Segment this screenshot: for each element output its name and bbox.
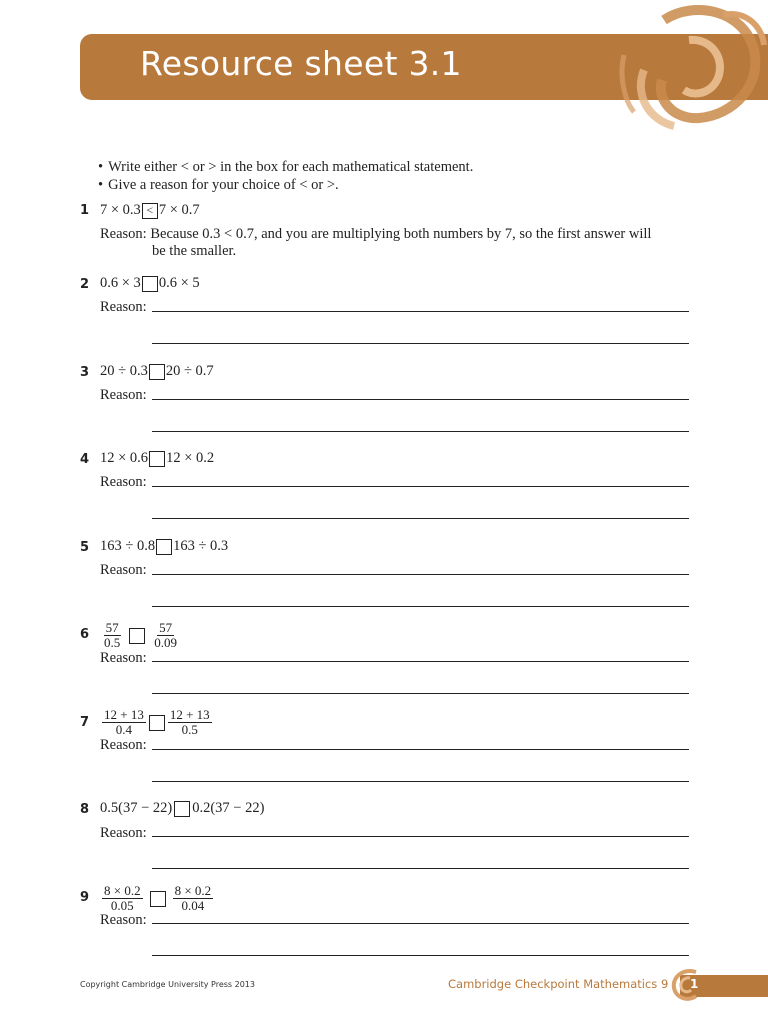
left-expression: 163 ÷ 0.8: [100, 538, 156, 554]
left-fraction: $\frac{8 \times 0.2}{0.05}$: [104, 883, 141, 913]
right-expression: 0.2(37 − 22): [192, 800, 265, 816]
question-statement: [100, 363, 214, 380]
right-expression: 7 × 0.7: [158, 202, 200, 218]
question-number: 8: [80, 802, 90, 817]
question-statement: [100, 450, 214, 467]
answer-line[interactable]: [152, 955, 689, 956]
answer-line[interactable]: [152, 781, 689, 782]
left-expression: 20 ÷ 0.3: [100, 363, 148, 379]
question-number: 7: [80, 715, 90, 730]
question-statement: [100, 622, 181, 649]
left-fraction: $\frac{57}{0.5}$: [104, 620, 121, 650]
right-expression: 163 ÷ 0.3: [173, 538, 229, 554]
right-fraction: $\frac{57}{0.09}$: [154, 620, 177, 650]
example-reason: [100, 226, 690, 260]
answer-line[interactable]: [152, 749, 689, 750]
answer-line[interactable]: [152, 431, 689, 432]
question-statement: [100, 800, 264, 817]
reason-label: Reason:: [100, 387, 147, 403]
answer-box: <: [142, 203, 158, 219]
swirl-logo-icon: [604, 0, 768, 132]
example-statement: [100, 202, 200, 219]
reason-label: Reason:: [100, 299, 147, 315]
question-statement: [100, 709, 214, 736]
answer-line[interactable]: [152, 661, 689, 662]
answer-line[interactable]: [152, 923, 689, 924]
reason-label: Reason:: [100, 650, 147, 666]
question-statement: [100, 275, 200, 292]
page-number: 1: [690, 977, 699, 991]
answer-line[interactable]: [152, 311, 689, 312]
answer-line[interactable]: [152, 868, 689, 869]
answer-line[interactable]: [152, 486, 689, 487]
reason-text-line: Reason: Because 0.3 < 0.7, and you are multiplying both numbers by 7, so the first answer will: [100, 226, 652, 242]
question-number: 1: [80, 203, 90, 218]
page-title: Resource sheet 3.1: [140, 44, 462, 83]
copyright-text: Copyright Cambridge University Press 2013: [80, 980, 255, 989]
left-expression: 0.5(37 − 22): [100, 800, 173, 816]
question-number: 4: [80, 452, 90, 467]
answer-line[interactable]: [152, 606, 689, 607]
instruction-item: • Give a reason for your choice of < or >.: [98, 176, 473, 194]
right-expression: 12 × 0.2: [166, 450, 215, 466]
answer-box[interactable]: [142, 276, 158, 292]
answer-line[interactable]: [152, 399, 689, 400]
question-statement: [100, 885, 215, 912]
left-expression: 12 × 0.6: [100, 450, 149, 466]
question-number: 3: [80, 365, 90, 380]
question-number: 5: [80, 540, 90, 555]
answer-box[interactable]: [156, 539, 172, 555]
reason-label: Reason:: [100, 912, 147, 928]
reason-label: Reason:: [100, 474, 147, 490]
left-fraction: $\frac{12 + 13}{0.4}$: [104, 707, 144, 737]
answer-line[interactable]: [152, 343, 689, 344]
right-fraction: $\frac{8 \times 0.2}{0.04}$: [174, 883, 212, 913]
reason-label: Reason:: [100, 562, 147, 578]
question-number: 6: [80, 627, 90, 642]
answer-box[interactable]: [149, 715, 165, 731]
answer-box[interactable]: [149, 364, 165, 380]
right-fraction: $\frac{12 + 13}{0.5}$: [169, 707, 210, 737]
reason-label: Reason:: [100, 737, 147, 753]
answer-box[interactable]: [174, 801, 190, 817]
answer-line[interactable]: [152, 693, 689, 694]
question-number: 9: [80, 890, 90, 905]
answer-line[interactable]: [152, 574, 689, 575]
instruction-item: • Write either < or > in the box for each mathematical statement.: [98, 158, 473, 176]
instructions-list: [98, 158, 473, 194]
answer-line[interactable]: [152, 836, 689, 837]
left-expression: 7 × 0.3: [100, 202, 141, 218]
answer-box[interactable]: [129, 628, 145, 644]
answer-line[interactable]: [152, 518, 689, 519]
right-expression: 20 ÷ 0.7: [165, 363, 214, 379]
reason-label: Reason:: [100, 825, 147, 841]
answer-box[interactable]: [150, 891, 166, 907]
left-expression: 0.6 × 3: [100, 275, 141, 291]
question-number: 2: [80, 277, 90, 292]
book-title: Cambridge Checkpoint Mathematics 9: [448, 977, 669, 991]
question-statement: [100, 538, 228, 555]
answer-box[interactable]: [149, 451, 165, 467]
reason-text-line: be the smaller.: [152, 243, 237, 259]
right-expression: 0.6 × 5: [158, 275, 200, 291]
